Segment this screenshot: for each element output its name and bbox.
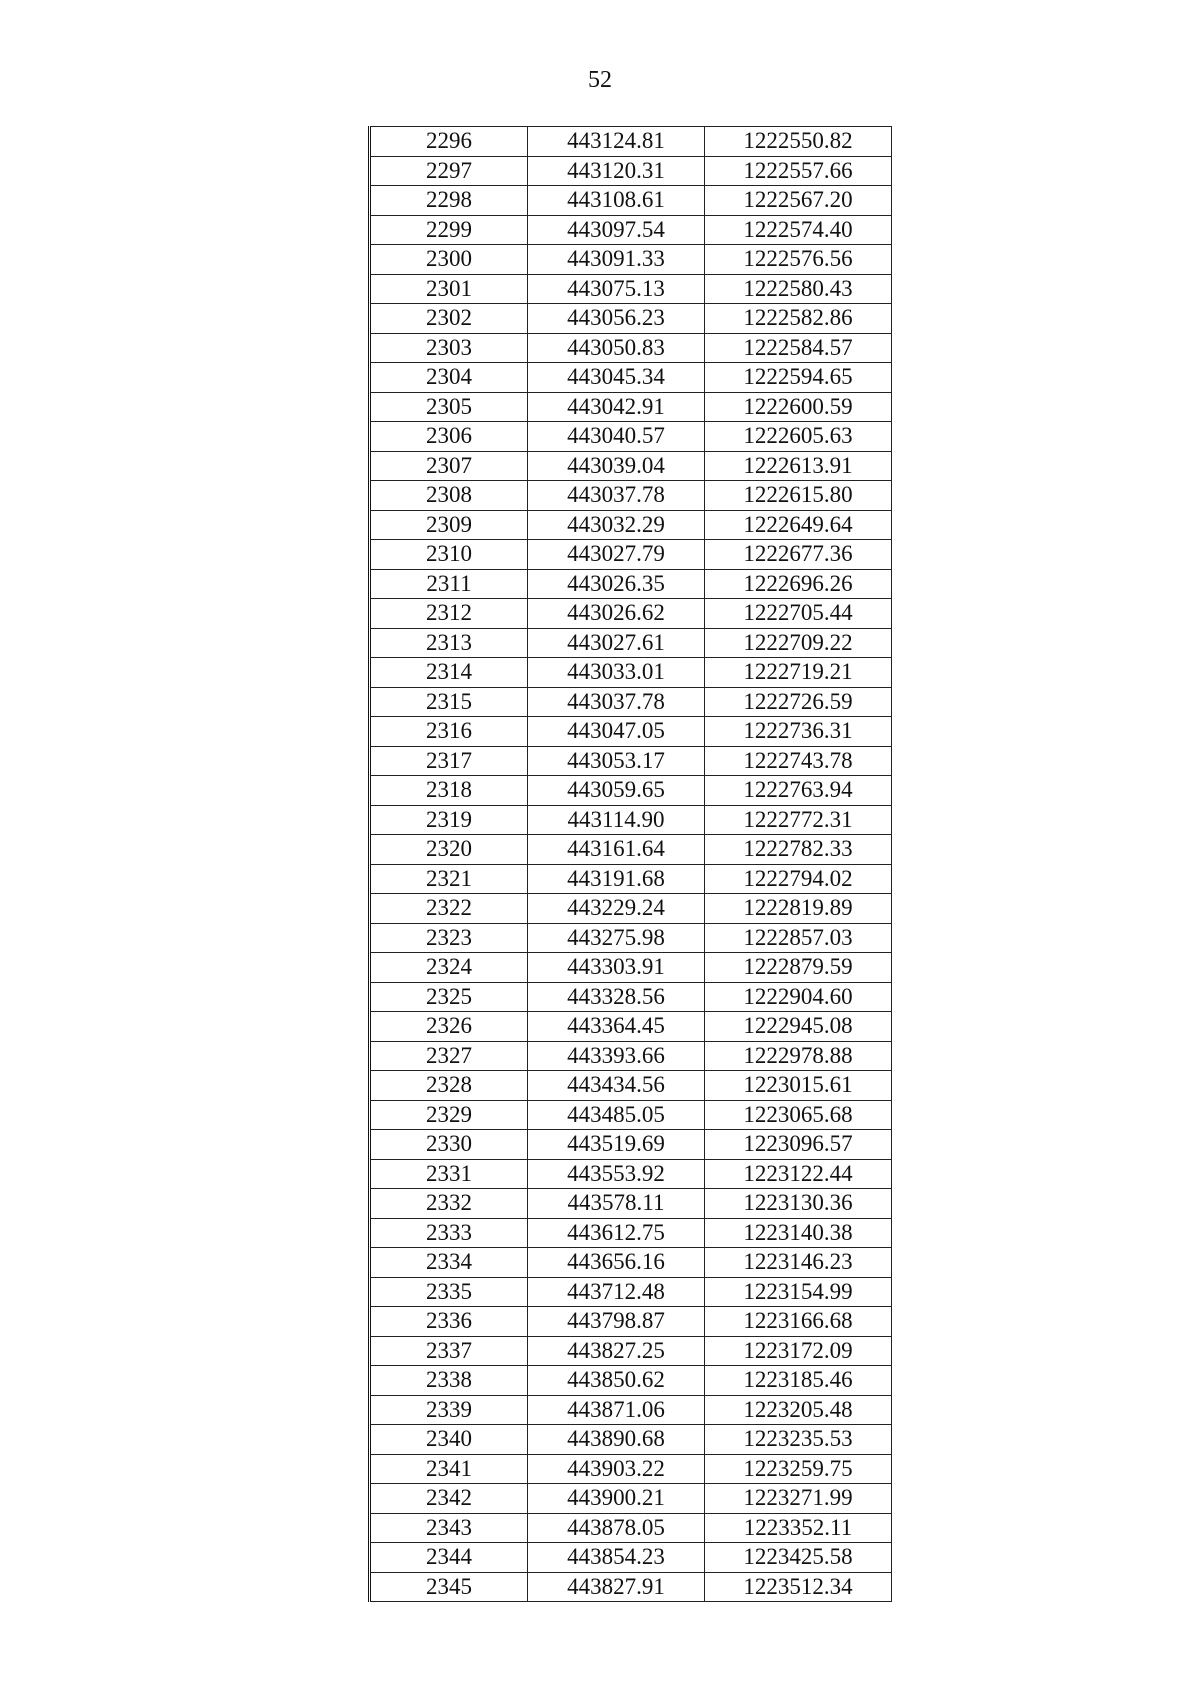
table-row: [370, 894, 892, 924]
point-number-cell: 2323: [370, 923, 528, 953]
point-number-cell: 2308: [370, 481, 528, 511]
x-coordinate-cell: 443578.11: [528, 1189, 705, 1219]
table-row: [370, 1277, 892, 1307]
y-coordinate-cell: 1222709.22: [705, 628, 892, 658]
table-row: [370, 481, 892, 511]
table-row: [370, 717, 892, 747]
x-coordinate-cell: 443050.83: [528, 333, 705, 363]
y-coordinate-cell: 1222763.94: [705, 776, 892, 806]
y-coordinate-cell: 1223154.99: [705, 1277, 892, 1307]
x-coordinate-cell: 443275.98: [528, 923, 705, 953]
point-number-cell: 2324: [370, 953, 528, 983]
x-coordinate-cell: 443303.91: [528, 953, 705, 983]
table-row: [370, 1248, 892, 1278]
y-coordinate-cell: 1222615.80: [705, 481, 892, 511]
point-number-cell: 2335: [370, 1277, 528, 1307]
x-coordinate-cell: 443124.81: [528, 127, 705, 157]
x-coordinate-cell: 443027.79: [528, 540, 705, 570]
x-coordinate-cell: 443229.24: [528, 894, 705, 924]
table-row: [370, 215, 892, 245]
point-number-cell: 2298: [370, 186, 528, 216]
point-number-cell: 2319: [370, 805, 528, 835]
table-row: [370, 245, 892, 275]
y-coordinate-cell: 1222550.82: [705, 127, 892, 157]
table-row: [370, 1366, 892, 1396]
y-coordinate-cell: 1223512.34: [705, 1572, 892, 1602]
x-coordinate-cell: 443612.75: [528, 1218, 705, 1248]
x-coordinate-cell: 443850.62: [528, 1366, 705, 1396]
y-coordinate-cell: 1222567.20: [705, 186, 892, 216]
table-row: [370, 1513, 892, 1543]
table-row: [370, 746, 892, 776]
table-row: [370, 1130, 892, 1160]
x-coordinate-cell: 443827.25: [528, 1336, 705, 1366]
point-number-cell: 2341: [370, 1454, 528, 1484]
table-row: [370, 156, 892, 186]
x-coordinate-cell: 443056.23: [528, 304, 705, 334]
table-row: [370, 599, 892, 629]
table-row: [370, 363, 892, 393]
table-row: [370, 127, 892, 157]
x-coordinate-cell: 443393.66: [528, 1041, 705, 1071]
x-coordinate-cell: 443042.91: [528, 392, 705, 422]
x-coordinate-cell: 443033.01: [528, 658, 705, 688]
y-coordinate-cell: 1222677.36: [705, 540, 892, 570]
point-number-cell: 2345: [370, 1572, 528, 1602]
point-number-cell: 2334: [370, 1248, 528, 1278]
point-number-cell: 2336: [370, 1307, 528, 1337]
y-coordinate-cell: 1222574.40: [705, 215, 892, 245]
table-row: [370, 1189, 892, 1219]
table-row: [370, 1454, 892, 1484]
y-coordinate-cell: 1223172.09: [705, 1336, 892, 1366]
point-number-cell: 2342: [370, 1484, 528, 1514]
y-coordinate-cell: 1222580.43: [705, 274, 892, 304]
table-row: [370, 186, 892, 216]
table-row: [370, 687, 892, 717]
point-number-cell: 2337: [370, 1336, 528, 1366]
table-row: [370, 1395, 892, 1425]
y-coordinate-cell: 1223130.36: [705, 1189, 892, 1219]
x-coordinate-cell: 443026.35: [528, 569, 705, 599]
point-number-cell: 2312: [370, 599, 528, 629]
x-coordinate-cell: 443075.13: [528, 274, 705, 304]
x-coordinate-cell: 443053.17: [528, 746, 705, 776]
table-row: [370, 805, 892, 835]
x-coordinate-cell: 443059.65: [528, 776, 705, 806]
x-coordinate-cell: 443047.05: [528, 717, 705, 747]
y-coordinate-cell: 1222904.60: [705, 982, 892, 1012]
table-row: [370, 1012, 892, 1042]
y-coordinate-cell: 1222945.08: [705, 1012, 892, 1042]
point-number-cell: 2326: [370, 1012, 528, 1042]
x-coordinate-cell: 443114.90: [528, 805, 705, 835]
point-number-cell: 2322: [370, 894, 528, 924]
point-number-cell: 2317: [370, 746, 528, 776]
table-row: [370, 923, 892, 953]
point-number-cell: 2301: [370, 274, 528, 304]
table-row: [370, 1218, 892, 1248]
y-coordinate-cell: 1222649.64: [705, 510, 892, 540]
y-coordinate-cell: 1222696.26: [705, 569, 892, 599]
y-coordinate-cell: 1222557.66: [705, 156, 892, 186]
y-coordinate-cell: 1223425.58: [705, 1543, 892, 1573]
table-row: [370, 1041, 892, 1071]
point-number-cell: 2333: [370, 1218, 528, 1248]
point-number-cell: 2300: [370, 245, 528, 275]
point-number-cell: 2297: [370, 156, 528, 186]
x-coordinate-cell: 443519.69: [528, 1130, 705, 1160]
table-row: [370, 628, 892, 658]
y-coordinate-cell: 1223235.53: [705, 1425, 892, 1455]
y-coordinate-cell: 1223352.11: [705, 1513, 892, 1543]
y-coordinate-cell: 1222705.44: [705, 599, 892, 629]
table-row: [370, 1307, 892, 1337]
x-coordinate-cell: 443191.68: [528, 864, 705, 894]
x-coordinate-cell: 443434.56: [528, 1071, 705, 1101]
point-number-cell: 2332: [370, 1189, 528, 1219]
y-coordinate-cell: 1222594.65: [705, 363, 892, 393]
y-coordinate-cell: 1222978.88: [705, 1041, 892, 1071]
table-row: [370, 510, 892, 540]
table-row: [370, 274, 892, 304]
point-number-cell: 2340: [370, 1425, 528, 1455]
x-coordinate-cell: 443037.78: [528, 481, 705, 511]
y-coordinate-cell: 1223096.57: [705, 1130, 892, 1160]
point-number-cell: 2306: [370, 422, 528, 452]
table-row: [370, 392, 892, 422]
table-row: [370, 982, 892, 1012]
x-coordinate-cell: 443553.92: [528, 1159, 705, 1189]
table-row: [370, 835, 892, 865]
x-coordinate-cell: 443364.45: [528, 1012, 705, 1042]
y-coordinate-cell: 1222794.02: [705, 864, 892, 894]
point-number-cell: 2307: [370, 451, 528, 481]
table-row: [370, 1425, 892, 1455]
table-row: [370, 333, 892, 363]
coordinates-table-body: [370, 127, 892, 1602]
x-coordinate-cell: 443854.23: [528, 1543, 705, 1573]
coordinates-table: [368, 126, 892, 1602]
y-coordinate-cell: 1222736.31: [705, 717, 892, 747]
table-row: [370, 569, 892, 599]
x-coordinate-cell: 443485.05: [528, 1100, 705, 1130]
point-number-cell: 2311: [370, 569, 528, 599]
y-coordinate-cell: 1223205.48: [705, 1395, 892, 1425]
y-coordinate-cell: 1222584.57: [705, 333, 892, 363]
y-coordinate-cell: 1223015.61: [705, 1071, 892, 1101]
point-number-cell: 2316: [370, 717, 528, 747]
y-coordinate-cell: 1222726.59: [705, 687, 892, 717]
table-row: [370, 1543, 892, 1573]
y-coordinate-cell: 1222879.59: [705, 953, 892, 983]
y-coordinate-cell: 1222605.63: [705, 422, 892, 452]
page-number: 52: [588, 67, 612, 93]
x-coordinate-cell: 443027.61: [528, 628, 705, 658]
table-row: [370, 776, 892, 806]
y-coordinate-cell: 1223185.46: [705, 1366, 892, 1396]
point-number-cell: 2314: [370, 658, 528, 688]
point-number-cell: 2302: [370, 304, 528, 334]
x-coordinate-cell: 443900.21: [528, 1484, 705, 1514]
point-number-cell: 2303: [370, 333, 528, 363]
point-number-cell: 2321: [370, 864, 528, 894]
y-coordinate-cell: 1222819.89: [705, 894, 892, 924]
y-coordinate-cell: 1222857.03: [705, 923, 892, 953]
table-row: [370, 1336, 892, 1366]
table-row: [370, 451, 892, 481]
y-coordinate-cell: 1222782.33: [705, 835, 892, 865]
table-row: [370, 304, 892, 334]
y-coordinate-cell: 1223146.23: [705, 1248, 892, 1278]
x-coordinate-cell: 443161.64: [528, 835, 705, 865]
table-row: [370, 953, 892, 983]
point-number-cell: 2344: [370, 1543, 528, 1573]
table-row: [370, 540, 892, 570]
y-coordinate-cell: 1223259.75: [705, 1454, 892, 1484]
point-number-cell: 2331: [370, 1159, 528, 1189]
y-coordinate-cell: 1223140.38: [705, 1218, 892, 1248]
point-number-cell: 2328: [370, 1071, 528, 1101]
y-coordinate-cell: 1223166.68: [705, 1307, 892, 1337]
y-coordinate-cell: 1223271.99: [705, 1484, 892, 1514]
point-number-cell: 2327: [370, 1041, 528, 1071]
point-number-cell: 2318: [370, 776, 528, 806]
point-number-cell: 2338: [370, 1366, 528, 1396]
table-row: [370, 864, 892, 894]
point-number-cell: 2310: [370, 540, 528, 570]
point-number-cell: 2325: [370, 982, 528, 1012]
table-row: [370, 1484, 892, 1514]
table-row: [370, 1572, 892, 1602]
x-coordinate-cell: 443120.31: [528, 156, 705, 186]
y-coordinate-cell: 1222719.21: [705, 658, 892, 688]
table-row: [370, 658, 892, 688]
table-row: [370, 1159, 892, 1189]
y-coordinate-cell: 1223065.68: [705, 1100, 892, 1130]
point-number-cell: 2313: [370, 628, 528, 658]
x-coordinate-cell: 443091.33: [528, 245, 705, 275]
y-coordinate-cell: 1222582.86: [705, 304, 892, 334]
x-coordinate-cell: 443827.91: [528, 1572, 705, 1602]
x-coordinate-cell: 443032.29: [528, 510, 705, 540]
point-number-cell: 2315: [370, 687, 528, 717]
table-row: [370, 1100, 892, 1130]
x-coordinate-cell: 443045.34: [528, 363, 705, 393]
point-number-cell: 2320: [370, 835, 528, 865]
point-number-cell: 2343: [370, 1513, 528, 1543]
x-coordinate-cell: 443097.54: [528, 215, 705, 245]
y-coordinate-cell: 1222772.31: [705, 805, 892, 835]
x-coordinate-cell: 443871.06: [528, 1395, 705, 1425]
point-number-cell: 2296: [370, 127, 528, 157]
x-coordinate-cell: 443656.16: [528, 1248, 705, 1278]
x-coordinate-cell: 443712.48: [528, 1277, 705, 1307]
x-coordinate-cell: 443903.22: [528, 1454, 705, 1484]
table-row: [370, 1071, 892, 1101]
x-coordinate-cell: 443026.62: [528, 599, 705, 629]
x-coordinate-cell: 443890.68: [528, 1425, 705, 1455]
point-number-cell: 2329: [370, 1100, 528, 1130]
point-number-cell: 2339: [370, 1395, 528, 1425]
point-number-cell: 2330: [370, 1130, 528, 1160]
point-number-cell: 2299: [370, 215, 528, 245]
point-number-cell: 2304: [370, 363, 528, 393]
x-coordinate-cell: 443798.87: [528, 1307, 705, 1337]
y-coordinate-cell: 1222743.78: [705, 746, 892, 776]
y-coordinate-cell: 1223122.44: [705, 1159, 892, 1189]
y-coordinate-cell: 1222613.91: [705, 451, 892, 481]
y-coordinate-cell: 1222576.56: [705, 245, 892, 275]
x-coordinate-cell: 443037.78: [528, 687, 705, 717]
y-coordinate-cell: 1222600.59: [705, 392, 892, 422]
table-row: [370, 422, 892, 452]
point-number-cell: 2305: [370, 392, 528, 422]
point-number-cell: 2309: [370, 510, 528, 540]
x-coordinate-cell: 443328.56: [528, 982, 705, 1012]
x-coordinate-cell: 443039.04: [528, 451, 705, 481]
x-coordinate-cell: 443040.57: [528, 422, 705, 452]
x-coordinate-cell: 443878.05: [528, 1513, 705, 1543]
x-coordinate-cell: 443108.61: [528, 186, 705, 216]
